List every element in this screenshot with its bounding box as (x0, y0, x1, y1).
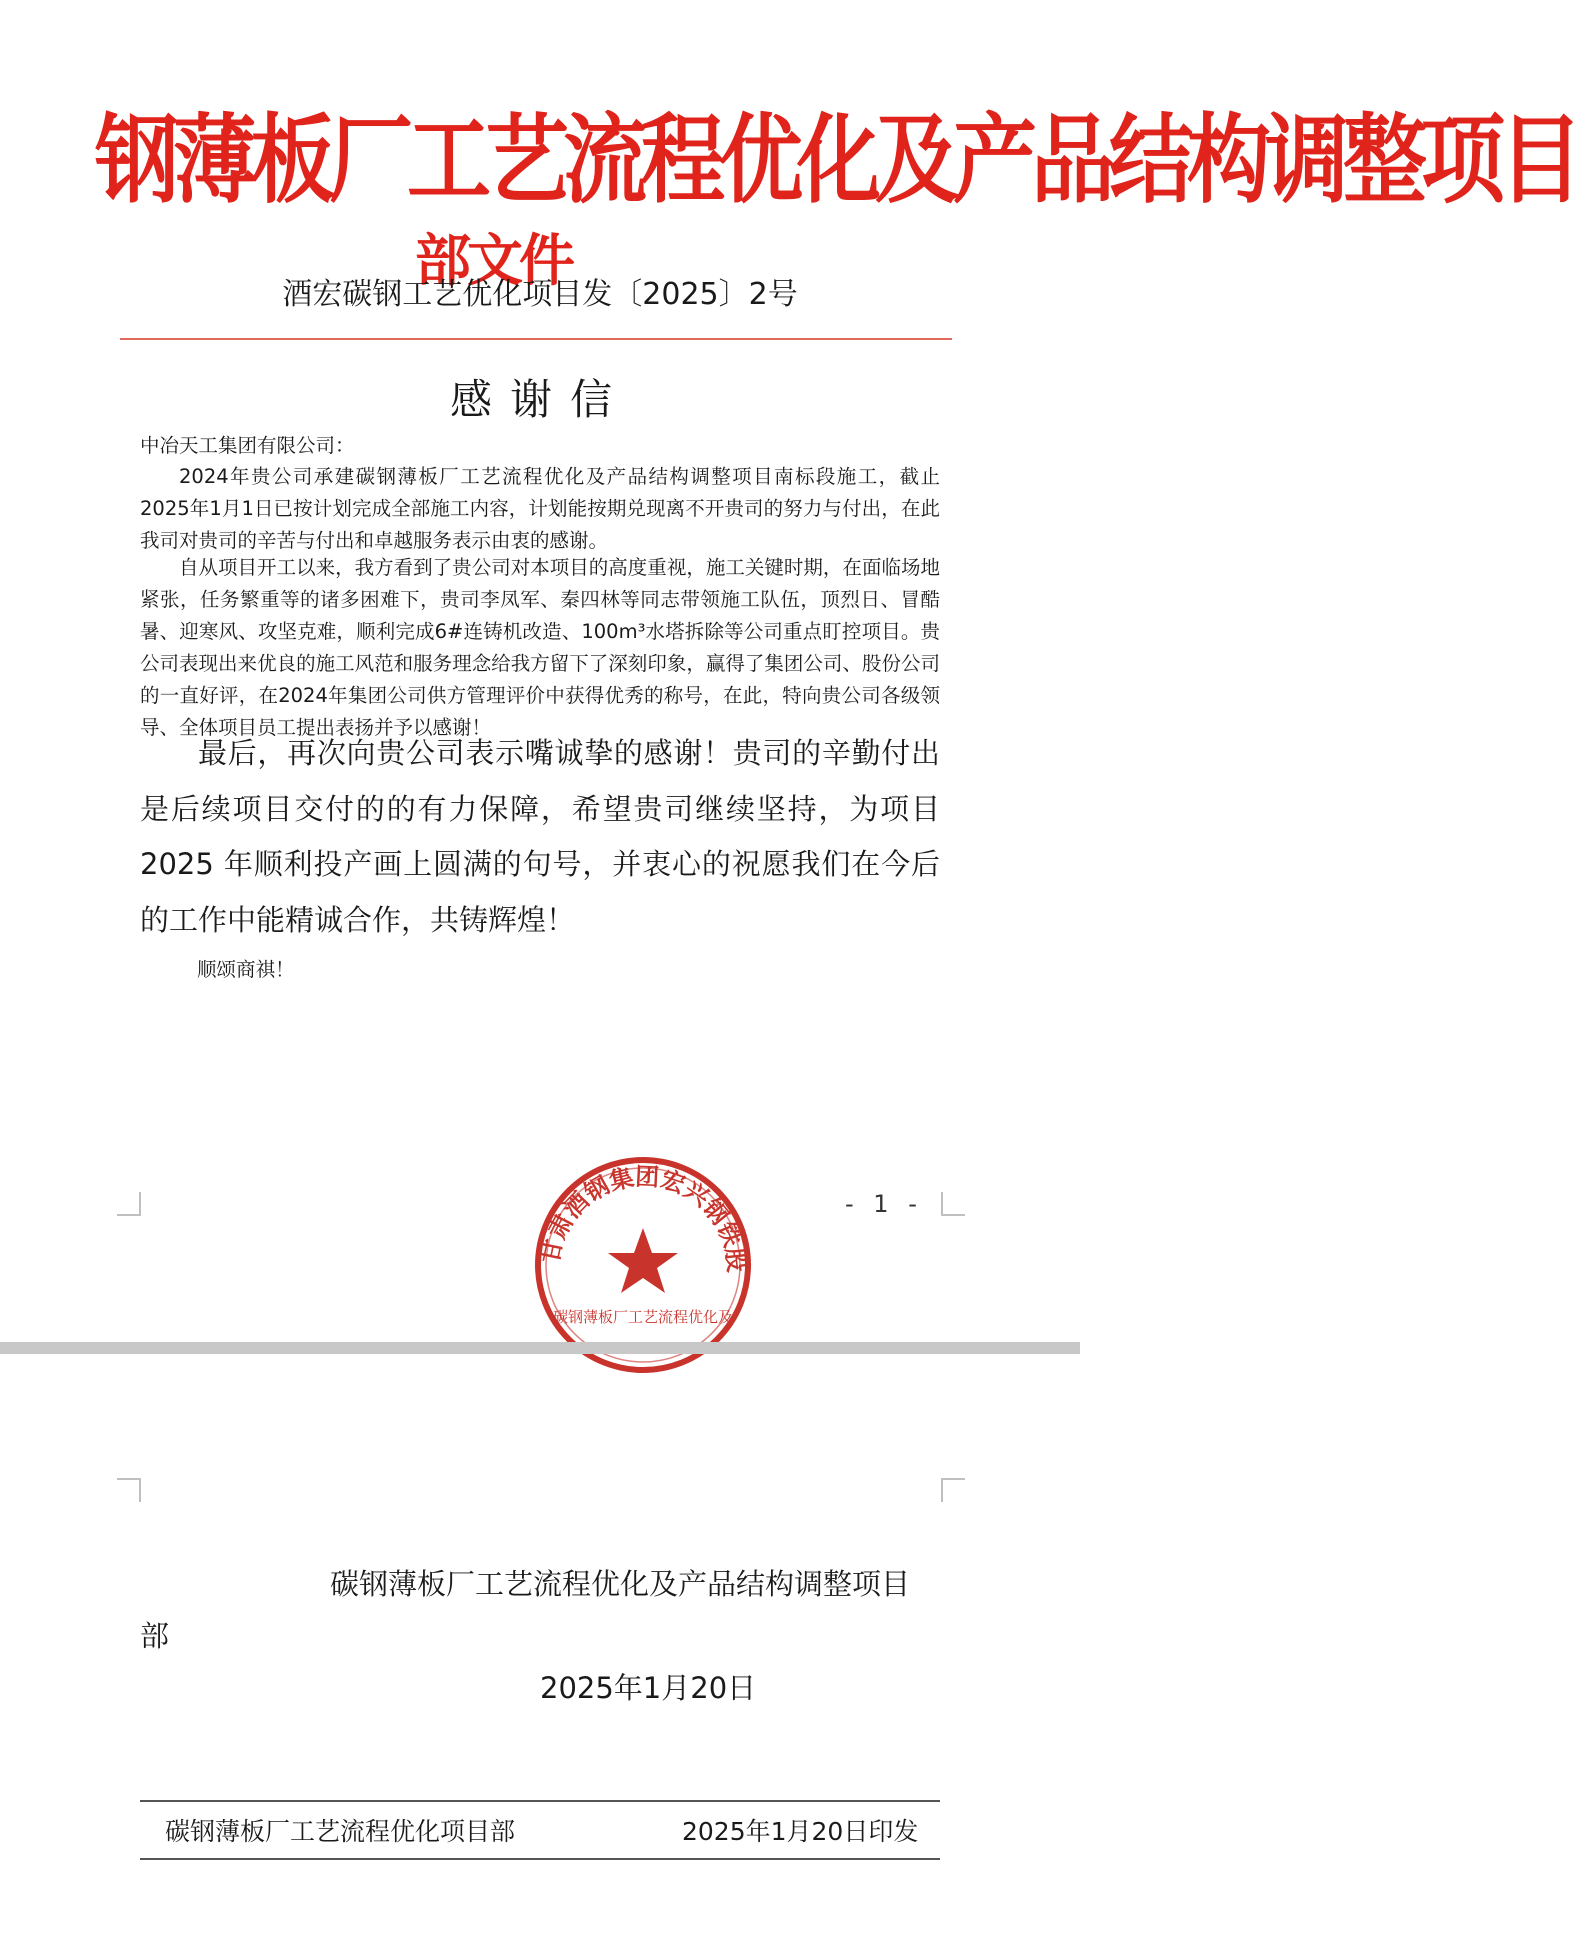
document-number: 酒宏碳钢工艺优化项目发〔2025〕2号 (282, 277, 798, 312)
header-red-divider (120, 338, 952, 340)
letter-paragraph-1: 2024年贵公司承建碳钢薄板厂工艺流程优化及产品结构调整项目南标段施工，截止2025年1月1日已按计划完成全部施工内容，计划能按期兑现离不开贵司的努力与付出，在此我司对贵司的辛苦与付出和卓越服务表示由衷的感谢。 (140, 465, 940, 552)
crop-mark-top-right (941, 1478, 965, 1502)
seal-inner-text: 碳钢薄板厂工艺流程优化及 (552, 1308, 734, 1326)
letter-paragraph-2: 自从项目开工以来，我方看到了贵公司对本项目的高度重视，施工关键时期，在面临场地紧张，任务繁重等的诸多困难下，贵司李凤军、秦四林等同志带领施工队伍，顶烈日、冒酷暑、迎寒风、攻坚克难，顺利完成6#连铸机改造、100m³水塔拆除等公司重点盯控项目。贵公司表现出来优良的施工风范和服务理念给我方留下了深刻印象，赢得了集团公司、股份公司的一直好评，在2024年集团公司供方管理评价中获得优秀的称号，在此，特向贵公司各级领导、全体项目员工提出表扬并予以感谢！ (140, 556, 940, 739)
footer-organization: 碳钢薄板厂工艺流程优化项目部 (165, 1817, 516, 1846)
crop-mark-bottom-left (117, 1192, 141, 1216)
document-header-title: 钢薄板厂工艺流程优化及产品结构调整项目 (95, 103, 1577, 217)
document-header-subtitle: 部文件 (415, 229, 571, 294)
signature-organization: 碳钢薄板厂工艺流程优化及产品结构调整项目 (330, 1567, 911, 1601)
official-seal (528, 1150, 758, 1350)
crop-mark-bottom-right (941, 1192, 965, 1216)
footer-top-rule (140, 1800, 940, 1802)
letter-title: 感谢信 (449, 375, 630, 424)
footer-print-date: 2025年1月20日印发 (682, 1817, 919, 1846)
letter-paragraph-3: 最后，再次向贵公司表示嘴诚挚的感谢！贵司的辛勤付出是后续项目交付的的有力保障，希望贵司继续坚持，为项目 2025 年顺利投产画上圆满的句号，并衷心的祝愿我们在今后的工作中能精诚合作，共铸辉煌！ (140, 736, 940, 937)
page-separator (0, 1342, 1080, 1354)
seal-ring-text: 甘肃酒钢集团宏兴钢铁股 (535, 1162, 751, 1274)
seal-star-icon (608, 1228, 678, 1293)
page-number: - 1 - (845, 1190, 923, 1218)
signature-date: 2025年1月20日 (540, 1671, 757, 1705)
footer-bottom-rule (140, 1858, 940, 1860)
letter-salutation: 中冶天工集团有限公司： (140, 434, 355, 457)
signature-organization-wrap: 部 (140, 1619, 170, 1653)
crop-mark-top-left (117, 1478, 141, 1502)
letter-closing: 顺颂商祺！ (197, 958, 295, 981)
